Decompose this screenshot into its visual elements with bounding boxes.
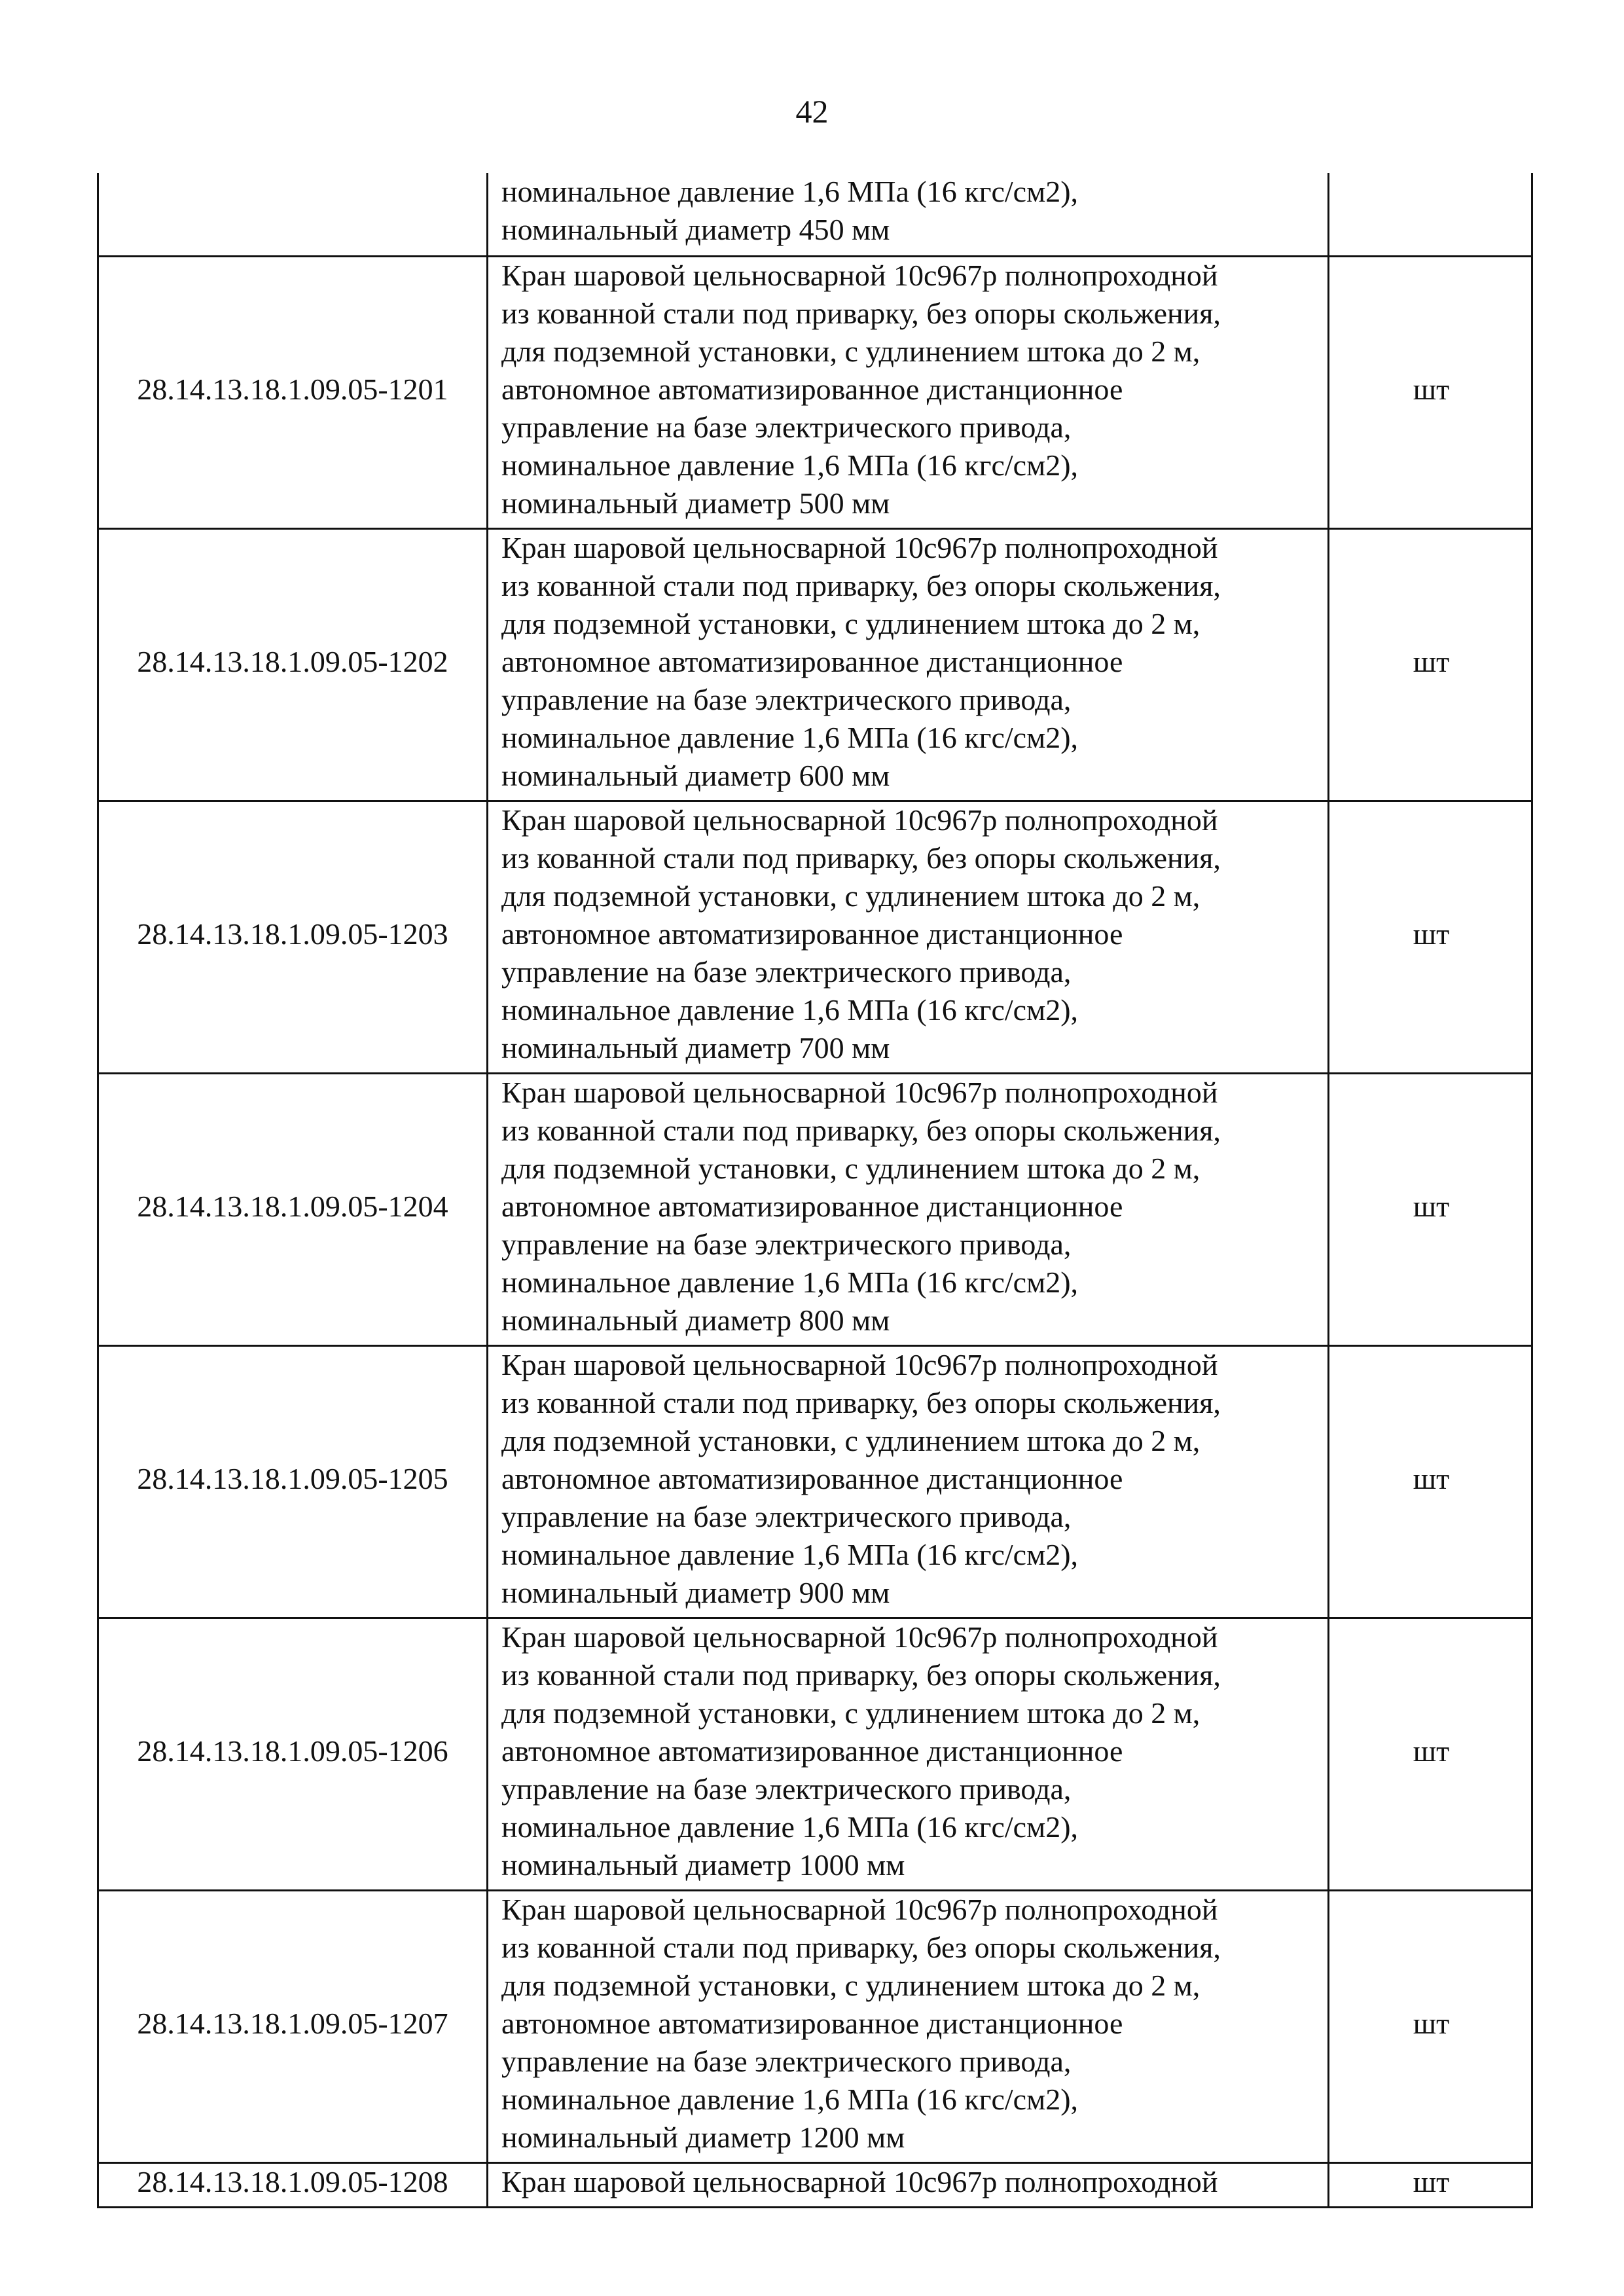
description-line: Кран шаровой цельносварной 10с967р полнопроходной (501, 1348, 1218, 1381)
description-line: для подземной установки, с удлинением штока до 2 м, (501, 335, 1200, 368)
resource-description (501, 1074, 1323, 1339)
description-line: управление на базе электрического привода, (501, 683, 1072, 716)
unit-of-measure: шт (1413, 1462, 1450, 1495)
description-line: Кран шаровой цельносварной 10с967р полнопроходной (501, 1076, 1218, 1109)
description-line: номинальное давление 1,6 МПа (16 кгс/см2), (501, 175, 1079, 208)
unit-of-measure: шт (1413, 2007, 1450, 2040)
description-line: автономное автоматизированное дистанционное (501, 645, 1123, 678)
unit-of-measure: шт (1413, 645, 1450, 678)
resource-code: 28.14.13.18.1.09.05-1202 (137, 645, 448, 678)
description-line: для подземной установки, с удлинением штока до 2 м, (501, 1152, 1200, 1185)
description-line: автономное автоматизированное дистанционное (501, 1734, 1123, 1768)
page-number: 42 (795, 93, 829, 130)
description-line: для подземной установки, с удлинением штока до 2 м, (501, 607, 1200, 640)
resource-description (501, 1891, 1323, 2157)
description-line: для подземной установки, с удлинением штока до 2 м, (501, 1424, 1200, 1457)
description-line: номинальный диаметр 500 мм (501, 486, 890, 520)
unit-of-measure: шт (1413, 2165, 1450, 2198)
description-line: из кованной стали под приварку, без опоры скольжения, (501, 1658, 1221, 1692)
description-line: из кованной стали под приварку, без опоры скольжения, (501, 569, 1221, 602)
resource-description (501, 2163, 1323, 2201)
description-line: номинальное давление 1,6 МПа (16 кгс/см2), (501, 1538, 1079, 1571)
description-line: для подземной установки, с удлинением штока до 2 м, (501, 879, 1200, 913)
description-line: автономное автоматизированное дистанционное (501, 2007, 1123, 2040)
description-line: автономное автоматизированное дистанционное (501, 917, 1123, 951)
description-line: управление на базе электрического привода, (501, 955, 1072, 989)
description-line: управление на базе электрического привода, (501, 1500, 1072, 1533)
description-line: номинальный диаметр 700 мм (501, 1031, 890, 1065)
description-line: номинальный диаметр 450 мм (501, 213, 890, 246)
description-line: номинальное давление 1,6 МПа (16 кгс/см2), (501, 993, 1079, 1027)
column-divider-code (486, 173, 488, 2208)
resource-code: 28.14.13.18.1.09.05-1205 (137, 1462, 448, 1495)
table-border-bottom (97, 2206, 1533, 2208)
resource-description (501, 529, 1323, 795)
description-line: номинальный диаметр 1000 мм (501, 1848, 905, 1882)
description-line: Кран шаровой цельносварной 10с967р полнопроходной (501, 531, 1218, 564)
description-line: номинальное давление 1,6 МПа (16 кгс/см2), (501, 2083, 1079, 2116)
description-line: Кран шаровой цельносварной 10с967р полнопроходной (501, 1893, 1218, 1926)
description-line: управление на базе электрического привода, (501, 1228, 1072, 1261)
resource-code: 28.14.13.18.1.09.05-1204 (137, 1190, 448, 1223)
resource-description (501, 1346, 1323, 1612)
description-line: Кран шаровой цельносварной 10с967р полнопроходной (501, 803, 1218, 837)
description-line: Кран шаровой цельносварной 10с967р полнопроходной (501, 1620, 1218, 1654)
description-line: из кованной стали под приварку, без опоры скольжения, (501, 1114, 1221, 1147)
description-line: номинальный диаметр 1200 мм (501, 2121, 905, 2154)
unit-of-measure: шт (1413, 1734, 1450, 1768)
description-line: номинальное давление 1,6 МПа (16 кгс/см2), (501, 1810, 1079, 1844)
resource-description (501, 801, 1323, 1067)
resource-code: 28.14.13.18.1.09.05-1203 (137, 917, 448, 951)
description-line: Кран шаровой цельносварной 10с967р полнопроходной (501, 2165, 1218, 2198)
resource-description (501, 257, 1323, 522)
description-line: из кованной стали под приварку, без опоры скольжения, (501, 1931, 1221, 1964)
description-line: номинальное давление 1,6 МПа (16 кгс/см2), (501, 721, 1079, 754)
description-line: Кран шаровой цельносварной 10с967р полнопроходной (501, 259, 1218, 292)
description-line: автономное автоматизированное дистанционное (501, 1190, 1123, 1223)
resource-code: 28.14.13.18.1.09.05-1201 (137, 373, 448, 406)
resource-description (501, 1618, 1323, 1884)
description-line: номинальное давление 1,6 МПа (16 кгс/см2), (501, 1266, 1079, 1299)
resource-table (97, 173, 1533, 2208)
description-line: номинальный диаметр 800 мм (501, 1303, 890, 1337)
description-line: номинальный диаметр 900 мм (501, 1576, 890, 1609)
description-line: для подземной установки, с удлинением штока до 2 м, (501, 1969, 1200, 2002)
resource-code: 28.14.13.18.1.09.05-1208 (137, 2165, 448, 2198)
description-line: автономное автоматизированное дистанционное (501, 1462, 1123, 1495)
description-line: номинальное давление 1,6 МПа (16 кгс/см2), (501, 448, 1079, 482)
unit-of-measure: шт (1413, 1190, 1450, 1223)
description-line: из кованной стали под приварку, без опоры скольжения, (501, 1386, 1221, 1419)
description-line: управление на базе электрического привода, (501, 1772, 1072, 1806)
continuation-description (501, 173, 1323, 249)
description-line: управление на базе электрического привода, (501, 2045, 1072, 2078)
description-line: управление на базе электрического привода, (501, 410, 1072, 444)
resource-code: 28.14.13.18.1.09.05-1207 (137, 2007, 448, 2040)
description-line: из кованной стали под приварку, без опоры скольжения, (501, 297, 1221, 330)
description-line: для подземной установки, с удлинением штока до 2 м, (501, 1696, 1200, 1730)
resource-code: 28.14.13.18.1.09.05-1206 (137, 1734, 448, 1768)
unit-of-measure: шт (1413, 917, 1450, 951)
unit-of-measure: шт (1413, 373, 1450, 406)
description-line: номинальный диаметр 600 мм (501, 759, 890, 792)
description-line: из кованной стали под приварку, без опоры скольжения, (501, 841, 1221, 875)
description-line: автономное автоматизированное дистанционное (501, 373, 1123, 406)
